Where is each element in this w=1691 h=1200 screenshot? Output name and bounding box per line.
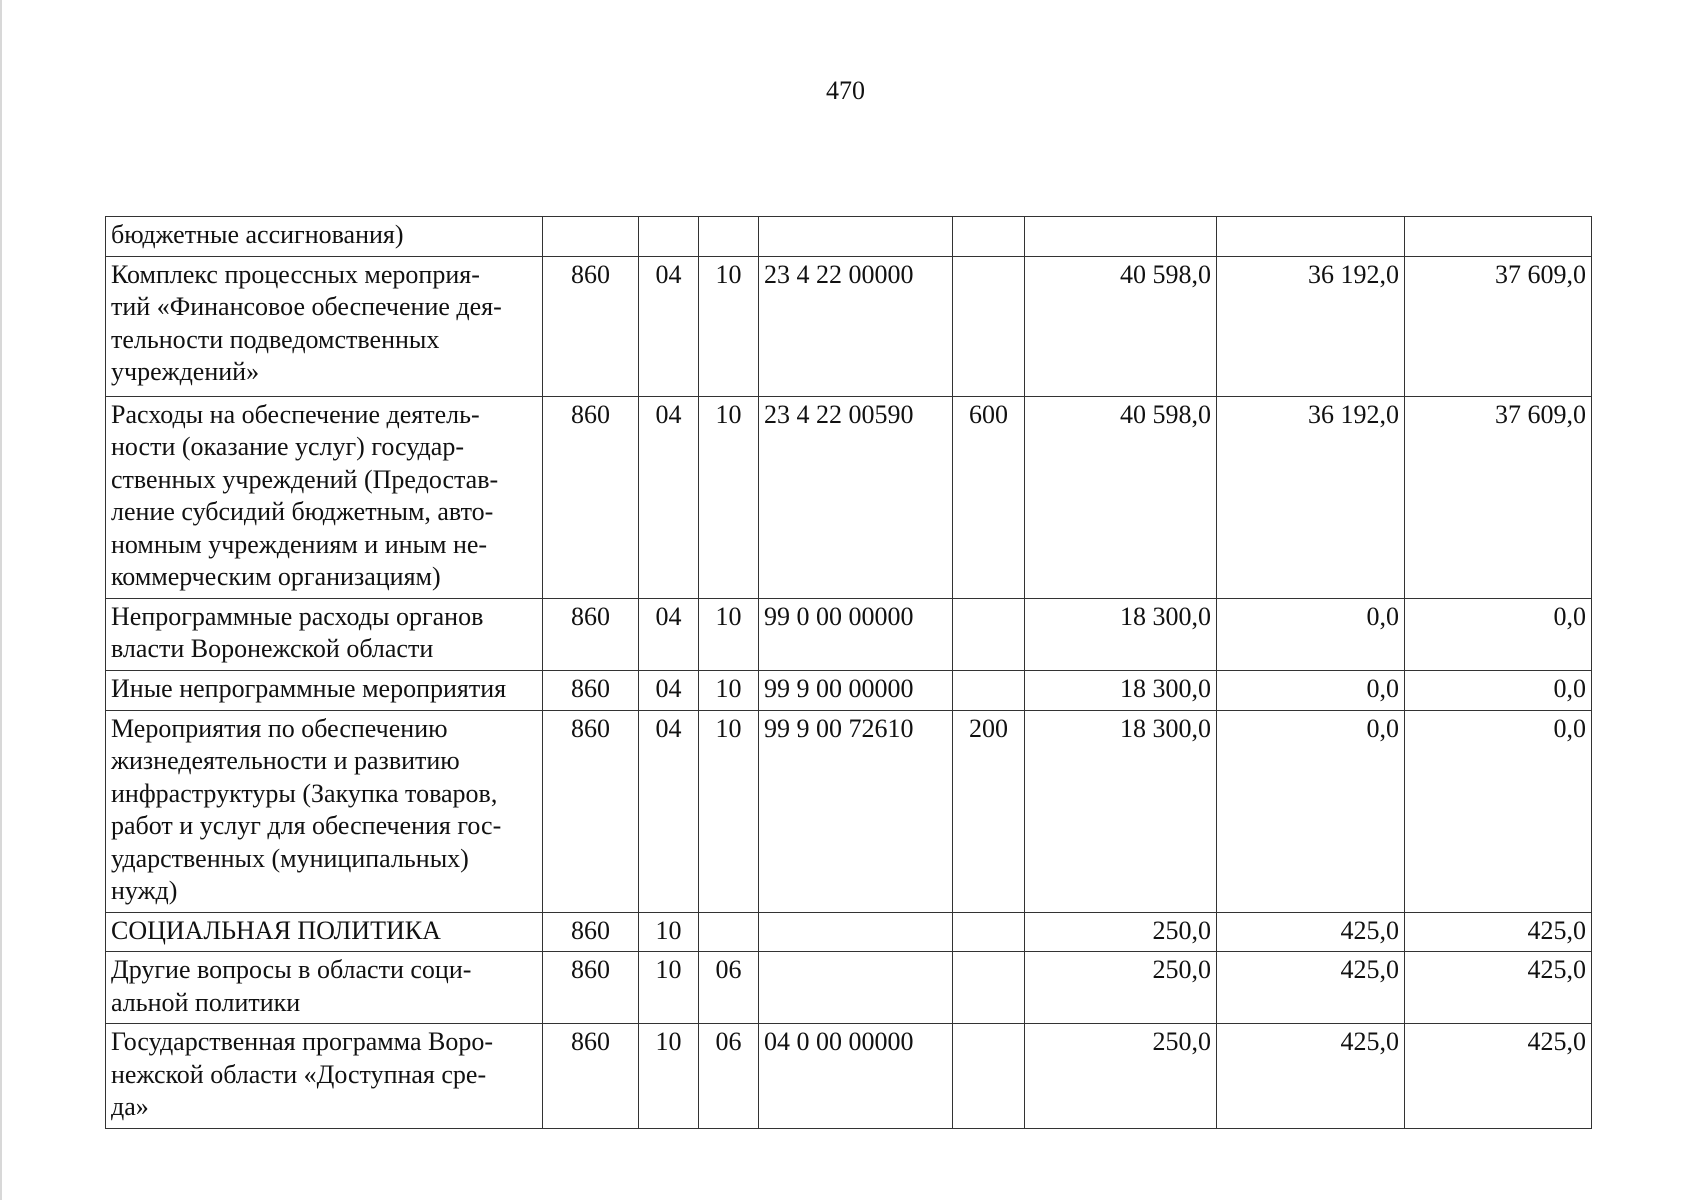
amount-col-2: 425,0 — [1217, 1024, 1405, 1129]
table-row — [106, 256, 1592, 396]
section-code — [639, 217, 699, 257]
amount-col-2: 0,0 — [1217, 710, 1405, 912]
ministry-code: 860 — [543, 256, 639, 396]
subsection-code — [699, 217, 759, 257]
table-row — [106, 670, 1592, 710]
amount-col-3: 425,0 — [1405, 952, 1592, 1024]
amount-col-3: 425,0 — [1405, 1024, 1592, 1129]
subsection-code — [699, 912, 759, 952]
scan-edge-line — [0, 0, 2, 1200]
amount-col-3: 37 609,0 — [1405, 396, 1592, 598]
amount-col-1: 40 598,0 — [1025, 396, 1217, 598]
expense-type-code — [953, 1024, 1025, 1129]
row-name: Расходы на обеспечение деятель- ности (оказание услуг) государ- ственных учреждений (Предостав- ление субсидий бюджетным, авто- номным учреждениям и иным не- коммерческим организациям) — [106, 396, 543, 598]
ministry-code: 860 — [543, 710, 639, 912]
target-article-code: 23 4 22 00590 — [759, 396, 953, 598]
amount-col-3: 37 609,0 — [1405, 256, 1592, 396]
target-article-code — [759, 217, 953, 257]
row-name: Комплекс процессных мероприя- тий «Финансовое обеспечение дея- тельности подведомственных учреждений» — [106, 256, 543, 396]
ministry-code: 860 — [543, 1024, 639, 1129]
table-row — [106, 396, 1592, 598]
section-code: 04 — [639, 598, 699, 670]
ministry-code: 860 — [543, 912, 639, 952]
expense-type-code — [953, 217, 1025, 257]
table-row — [106, 952, 1592, 1024]
expense-type-code — [953, 598, 1025, 670]
expense-type-code: 200 — [953, 710, 1025, 912]
amount-col-3: 0,0 — [1405, 670, 1592, 710]
subsection-code: 10 — [699, 396, 759, 598]
target-article-code — [759, 952, 953, 1024]
budget-table — [105, 216, 1592, 1129]
amount-col-1: 250,0 — [1025, 912, 1217, 952]
amount-col-3: 425,0 — [1405, 912, 1592, 952]
table-row — [106, 217, 1592, 257]
expense-type-code — [953, 952, 1025, 1024]
amount-col-1: 18 300,0 — [1025, 670, 1217, 710]
expense-type-code — [953, 256, 1025, 396]
amount-col-1 — [1025, 217, 1217, 257]
row-name: Иные непрограммные мероприятия — [106, 670, 543, 710]
amount-col-1: 250,0 — [1025, 952, 1217, 1024]
subsection-code: 10 — [699, 670, 759, 710]
row-name: Государственная программа Воро- нежской области «Доступная сре- да» — [106, 1024, 543, 1129]
ministry-code: 860 — [543, 952, 639, 1024]
amount-col-2 — [1217, 217, 1405, 257]
expense-type-code — [953, 670, 1025, 710]
amount-col-1: 18 300,0 — [1025, 710, 1217, 912]
row-name: Другие вопросы в области соци- альной политики — [106, 952, 543, 1024]
section-code: 10 — [639, 952, 699, 1024]
target-article-code: 04 0 00 00000 — [759, 1024, 953, 1129]
subsection-code: 10 — [699, 256, 759, 396]
ministry-code: 860 — [543, 396, 639, 598]
table-row — [106, 710, 1592, 912]
target-article-code: 99 0 00 00000 — [759, 598, 953, 670]
amount-col-2: 0,0 — [1217, 670, 1405, 710]
amount-col-3 — [1405, 217, 1592, 257]
expense-type-code: 600 — [953, 396, 1025, 598]
subsection-code: 10 — [699, 710, 759, 912]
ministry-code: 860 — [543, 670, 639, 710]
section-code: 04 — [639, 670, 699, 710]
ministry-code — [543, 217, 639, 257]
amount-col-1: 250,0 — [1025, 1024, 1217, 1129]
row-name: СОЦИАЛЬНАЯ ПОЛИТИКА — [106, 912, 543, 952]
section-code: 10 — [639, 912, 699, 952]
section-code: 04 — [639, 256, 699, 396]
section-code: 10 — [639, 1024, 699, 1129]
target-article-code — [759, 912, 953, 952]
amount-col-2: 425,0 — [1217, 912, 1405, 952]
subsection-code: 06 — [699, 952, 759, 1024]
amount-col-3: 0,0 — [1405, 598, 1592, 670]
row-name: бюджетные ассигнования) — [106, 217, 543, 257]
target-article-code: 99 9 00 00000 — [759, 670, 953, 710]
expense-type-code — [953, 912, 1025, 952]
row-name: Непрограммные расходы органов власти Воронежской области — [106, 598, 543, 670]
amount-col-2: 425,0 — [1217, 952, 1405, 1024]
row-name: Мероприятия по обеспечению жизнедеятельности и развитию инфраструктуры (Закупка товаров, работ и услуг для обеспечения гос- ударственных (муниципальных) нужд) — [106, 710, 543, 912]
ministry-code: 860 — [543, 598, 639, 670]
amount-col-2: 36 192,0 — [1217, 256, 1405, 396]
table-row — [106, 1024, 1592, 1129]
subsection-code: 06 — [699, 1024, 759, 1129]
target-article-code: 99 9 00 72610 — [759, 710, 953, 912]
amount-col-3: 0,0 — [1405, 710, 1592, 912]
table-row — [106, 598, 1592, 670]
page-number: 470 — [826, 76, 865, 105]
amount-col-2: 0,0 — [1217, 598, 1405, 670]
section-code: 04 — [639, 710, 699, 912]
amount-col-2: 36 192,0 — [1217, 396, 1405, 598]
section-code: 04 — [639, 396, 699, 598]
subsection-code: 10 — [699, 598, 759, 670]
amount-col-1: 18 300,0 — [1025, 598, 1217, 670]
target-article-code: 23 4 22 00000 — [759, 256, 953, 396]
amount-col-1: 40 598,0 — [1025, 256, 1217, 396]
table-row — [106, 912, 1592, 952]
